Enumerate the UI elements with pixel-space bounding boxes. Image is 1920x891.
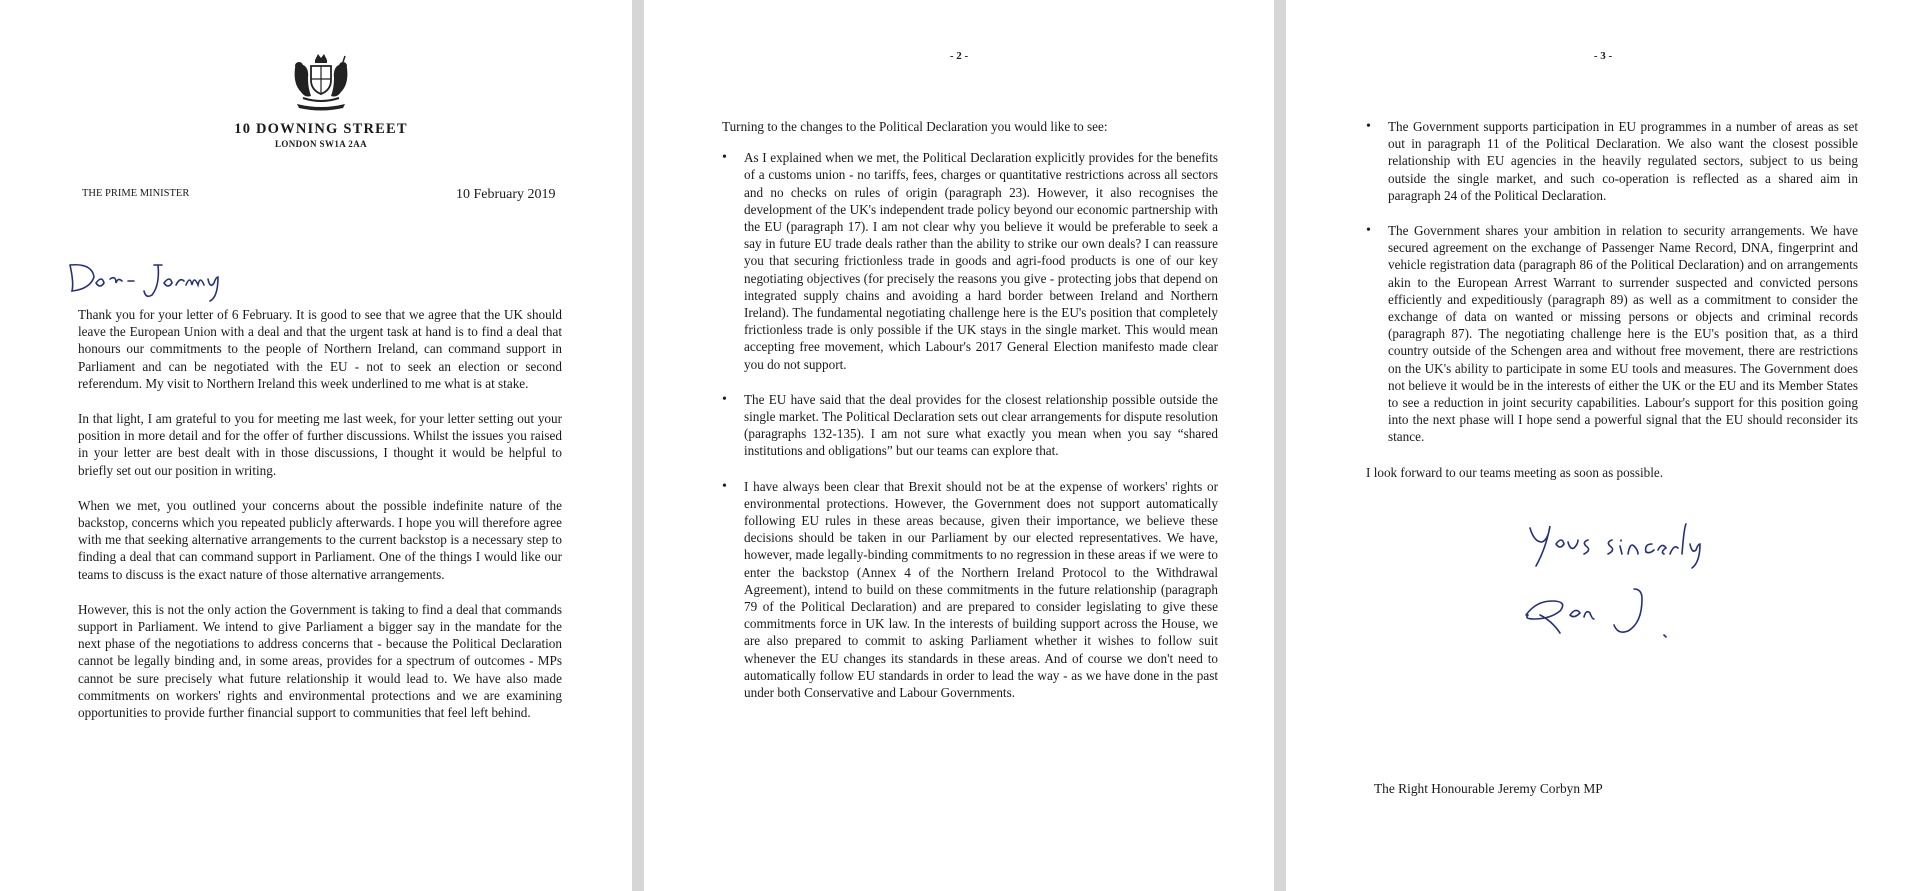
bullet-item: • As I explained when we met, the Political Declaration explicitly provides for the benefits of a customs union - no tariffs, fees, charges or quantitative restrictions across all sectors and no checks on rules of origin (paragraph 23). However, it also recognises the development of the UK's independent trade policy beyond our economic partnership with the EU (paragraph 17). I am not clear why you believe it would be preferable to seek a say in future EU trade deals rather than the ability to strike our own deals? I can reassure you that securing frictionless trade in goods and agri-food products is one of our key negotiating objectives (for precisely the reasons you give - protecting jobs that depend on integrated supply chains and avoiding a hard border between Ireland and Northern Ireland). The fundamental negotiating challenge here is the EU's position that completely frictionless trade is only possible if the UK stays in the single market. This would mean accepting free movement, which Labour's 2017 General Election manifesto made clear you do not support. bbox=[722, 149, 1218, 373]
letterhead-address: 10 DOWNING STREET bbox=[234, 121, 408, 137]
handwritten-closing bbox=[1516, 520, 1716, 578]
page-number: - 3 - bbox=[1593, 50, 1613, 62]
bullet-item: • I have always been clear that Brexit should not be at the expense of workers' rights or environmental protections. However, the Government does not support automatically following EU rules in these areas because, given their importance, we believe these decisions should be taken in our Parliament by our elected representatives. We have, however, made legally-binding commitments to no regression in these areas if we were to enter the backstop (Annex 4 of the Northern Ireland Protocol to the Withdrawal Agreement), intend to build on these commitments in the future relationship (paragraph 79 of the Political Declaration) and are prepared to consider legislating to give these commitments force in UK law. In the interests of building support across the House, we are also prepared to commit to asking Parliament whether it wishes to follow suit whenever the EU changes its standards in these areas. And of course we don't need to automatically follow EU standards in order to lead the way - as we have done in the past under both Conservative and Labour Governments. bbox=[722, 478, 1218, 702]
paragraph: In that light, I am grateful to you for meeting me last week, for your letter setting out your position in more detail and for the offer of further discussions. Whilst the issues you raised in your letter are best dealt with in those discussions, I thought it would be helpful to briefly set out our position in writing. bbox=[78, 411, 562, 478]
bullet-item: • The Government supports participation in EU programmes in a number of areas as set out in paragraph 11 of the Political Declaration. We also want the closest possible relationship with EU agencies in the heavily regulated sectors, subject to us being outside the single market, and such co-operation is reflected as a shared aim in paragraph 24 of the Political Declaration. bbox=[1366, 118, 1858, 204]
bullet-item: • The EU have said that the deal provides for the closest relationship possible outside the single market. The Political Declaration sets out clear arrangements for dispute resolution (paragraphs 132-135). I am not sure what exactly you mean when you say “shared institutions and obligations” but our teams can explore that. bbox=[722, 391, 1218, 460]
bullet-list bbox=[722, 149, 1218, 701]
royal-coat-of-arms-icon bbox=[285, 52, 357, 114]
page1-body bbox=[78, 306, 562, 739]
bullet-list bbox=[1366, 118, 1858, 446]
sender-title: THE PRIME MINISTER bbox=[82, 188, 190, 199]
letter-date: 10 February 2019 bbox=[456, 187, 556, 202]
paragraph: When we met, you outlined your concerns about the possible indefinite nature of the backstop, concerns which you repeated publicly afterwards. I hope you will therefore agree with me that seeking alternative arrangements to the current backstop is a necessary step to finding a deal that can command support in Parliament. One of the things I would like our teams to discuss is the exact nature of those alternative arrangements. bbox=[78, 497, 562, 582]
handwritten-salutation bbox=[62, 255, 232, 305]
recipient-name: The Right Honourable Jeremy Corbyn MP bbox=[1374, 781, 1603, 796]
page2-body bbox=[722, 118, 1218, 719]
page3-body bbox=[1366, 118, 1858, 499]
bullet-item: • The Government shares your ambition in relation to security arrangements. We have secured agreement on the exchange of Passenger Name Record, DNA, fingerprint and vehicle registration data (paragraph 86 of the Political Declaration) and on arrangements akin to the European Arrest Warrant to surrender suspected and convicted persons efficiently and expeditiously (paragraph 89) as well as a commitment to consider the exchange of data on wanted or missing persons or objects and criminal records (paragraph 87). The negotiating challenge here is the EU's position that, as a third country outside of the Schengen area and without free movement, there are restrictions on the UK's ability to participate in some EU tools and measures. The Government does not believe it would be in the interests of either the UK or the EU and its Member States to see a reduction in joint security capabilities. Labour's support for this position going into the next phase will I hope send a powerful signal that the EU should reconsider its stance. bbox=[1366, 222, 1858, 446]
paragraph: Turning to the changes to the Political Declaration you would like to see: bbox=[722, 119, 1108, 134]
closing-line: I look forward to our teams meeting as soon as possible. bbox=[1366, 464, 1664, 480]
paragraph: However, this is not the only action the Government is taking to find a deal that commands support in Parliament. We intend to give Parliament a bigger say in the mandate for the next phase of the negotiations to address concerns that - because the Political Declaration cannot be legally binding and, in some areas, provides for a spectrum of outcomes - MPs cannot be sure precisely what future relationship it would lead to. We have also made commitments on workers' rights and environmental protections and we are examining opportunities to provide further financial support to communities that feel left behind. bbox=[78, 601, 562, 721]
paragraph: Thank you for your letter of 6 February. It is good to see that we agree that the UK should leave the European Union with a deal and that the urgent task at hand is to find a deal that honours our commitments to the people of Northern Ireland, can command support in Parliament and can be negotiated with the EU - not to seek an election or second referendum. My visit to Northern Ireland this week underlined to me what is at stake. bbox=[78, 307, 562, 391]
letterhead-postcode: LONDON SW1A 2AA bbox=[274, 139, 367, 149]
letter-page-1 bbox=[0, 0, 632, 891]
page-number: - 2 - bbox=[949, 50, 969, 62]
letter-page-2 bbox=[644, 0, 1274, 891]
handwritten-signature bbox=[1514, 575, 1724, 647]
letter-page-3 bbox=[1286, 0, 1920, 891]
